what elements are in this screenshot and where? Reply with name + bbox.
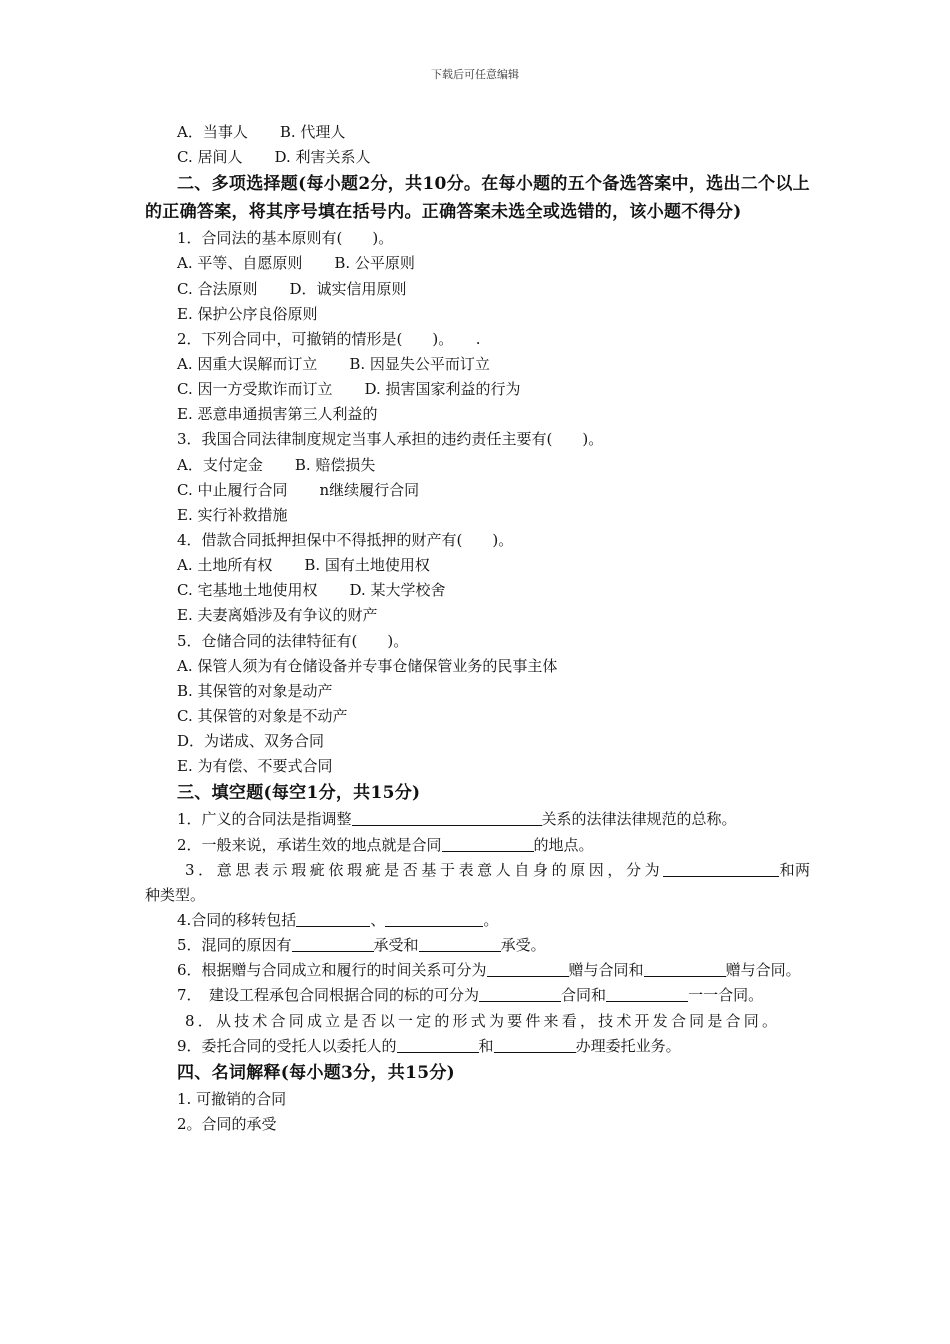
option-e: E. 实行补救措施 — [177, 505, 288, 524]
option-b: B. 公平原则 — [334, 254, 415, 273]
option-line — [145, 352, 810, 377]
question-text: 赠与合同和 — [568, 961, 644, 980]
question-text: 。 — [483, 910, 499, 929]
option-line — [145, 377, 810, 402]
option-c: C. 中止履行合同 — [177, 480, 288, 499]
option-c: C. 其保管的对象是不动产 — [177, 706, 348, 725]
answer-blank[interactable] — [644, 962, 726, 977]
question-text: 7． 建设工程承包合同根据合同的标的可分为 — [177, 986, 480, 1005]
question-text: 和两种类型。 — [145, 860, 810, 904]
option-a: A. 保管人须为有仓储设备并专事仓储保管业务的民事主体 — [177, 656, 558, 675]
section-2-title: 二、多项选择题(每小题2分，共10分。在每小题的五个备选答案中，选出二个以上的正确答案，将其序号填在括号内。正确答案未选全或选错的，该小题不得分) — [145, 174, 810, 223]
fill-question-1 — [145, 807, 810, 832]
question-text: 4.合同的移转包括 — [177, 910, 297, 929]
fill-question-7 — [145, 983, 810, 1008]
answer-blank[interactable] — [442, 837, 534, 852]
option-e: E. 恶意串通损害第三人利益的 — [177, 405, 378, 424]
option-c: C. 居间人 — [177, 148, 243, 167]
answer-blank[interactable] — [494, 1038, 576, 1053]
question-2: 2．下列合同中，可撤销的情形是( )。 . — [177, 329, 481, 348]
question-text: 办理委托业务。 — [575, 1036, 681, 1055]
option-b: B. 代理人 — [279, 123, 346, 141]
option-line — [145, 145, 810, 170]
answer-blank[interactable] — [385, 912, 483, 927]
question-text: 、 — [370, 910, 386, 929]
option-b: B. 赔偿损失 — [294, 455, 376, 474]
option-a: A. 平等、自愿原则 — [177, 254, 303, 273]
answer-blank[interactable] — [352, 811, 542, 826]
answer-blank[interactable] — [292, 937, 374, 952]
question-text: 赠与合同。 — [725, 961, 801, 980]
fill-question-6 — [145, 958, 810, 983]
answer-blank[interactable] — [419, 937, 501, 952]
option-b: B. 因显失公平而订立 — [349, 354, 490, 373]
option-d: D．为诺成、双务合同 — [177, 732, 325, 751]
page-header: 下载后可任意编辑 — [431, 68, 519, 81]
question-text: 5．混同的原因有 — [177, 936, 292, 955]
option-e: E. 保护公序良俗原则 — [177, 304, 318, 323]
question-text: 承受和 — [373, 936, 419, 955]
option-b: B. 其保管的对象是动产 — [177, 681, 333, 700]
question-text: 2．一般来说，承诺生效的地点就是合同 — [177, 835, 442, 854]
option-c: C. 宅基地土地使用权 — [177, 581, 318, 600]
question-text: 的地点。 — [533, 835, 594, 854]
question-text: 9．委托合同的受托人以委托人的 — [177, 1036, 397, 1055]
option-line — [145, 277, 810, 302]
fill-question-3 — [145, 858, 810, 908]
option-a: A. 因重大误解而订立 — [177, 354, 318, 373]
question-text: 1．广义的合同法是指调整 — [177, 810, 352, 829]
term-1: 1. 可撤销的合同 — [177, 1089, 287, 1108]
question-text: 和 — [478, 1036, 494, 1055]
option-e: E. 夫妻离婚涉及有争议的财产 — [177, 606, 378, 625]
question-text: 3．意思表示瑕疵依瑕疵是否基于表意人自身的原因，分为 — [185, 860, 664, 879]
question-1: 1．合同法的基本原则有( )。 — [177, 229, 394, 248]
question-text: 关系的法律法律规范的总称。 — [541, 810, 737, 829]
option-b: B. 国有土地使用权 — [304, 556, 430, 575]
question-text: 合同和 — [561, 986, 607, 1005]
answer-blank[interactable] — [397, 1038, 479, 1053]
option-d: D. 损害国家利益的行为 — [364, 380, 521, 399]
option-e: E. 为有偿、不要式合同 — [177, 757, 333, 776]
answer-blank[interactable] — [606, 987, 688, 1002]
document-body — [145, 120, 810, 1137]
option-line — [145, 478, 810, 503]
option-a: A．当事人 — [177, 123, 248, 141]
section-4-title: 四、名词解释(每小题3分，共15分) — [177, 1062, 455, 1083]
option-c: C. 合法原则 — [177, 279, 258, 298]
question-text: 一一合同。 — [688, 986, 764, 1005]
answer-blank[interactable] — [663, 862, 779, 877]
option-a: A. 土地所有权 — [177, 556, 273, 575]
fill-question-8: 8．从技术合同成立是否以一定的形式为要件来看，技术开发合同是合同。 — [185, 1011, 781, 1030]
fill-question-9 — [145, 1034, 810, 1059]
question-text: 6．根据赠与合同成立和履行的时间关系可分为 — [177, 961, 487, 980]
fill-question-2 — [145, 833, 810, 858]
option-line — [145, 553, 810, 578]
option-d: n继续履行合同 — [319, 480, 420, 499]
option-line — [145, 120, 810, 145]
option-d: D．诚实信用原则 — [289, 279, 407, 298]
option-line — [145, 251, 810, 276]
answer-blank[interactable] — [296, 912, 370, 927]
option-d: D. 某大学校舍 — [349, 581, 446, 600]
option-line — [145, 453, 810, 478]
option-a: A．支付定金 — [177, 455, 263, 474]
term-2: 2。合同的承受 — [177, 1114, 277, 1133]
question-5: 5．仓储合同的法律特征有( )。 — [177, 631, 409, 650]
option-d: D. 利害关系人 — [274, 148, 371, 167]
section-3-title: 三、填空题(每空1分，共15分) — [177, 783, 421, 804]
fill-question-4 — [145, 908, 810, 933]
option-c: C. 因一方受欺诈而订立 — [177, 380, 333, 399]
question-4: 4．借款合同抵押担保中不得抵押的财产有( )。 — [177, 530, 514, 549]
answer-blank[interactable] — [487, 962, 569, 977]
question-text: 承受。 — [500, 936, 546, 955]
fill-question-5 — [145, 933, 810, 958]
question-3: 3．我国合同法律制度规定当事人承担的违约责任主要有( )。 — [177, 430, 604, 449]
option-line — [145, 578, 810, 603]
answer-blank[interactable] — [479, 987, 561, 1002]
